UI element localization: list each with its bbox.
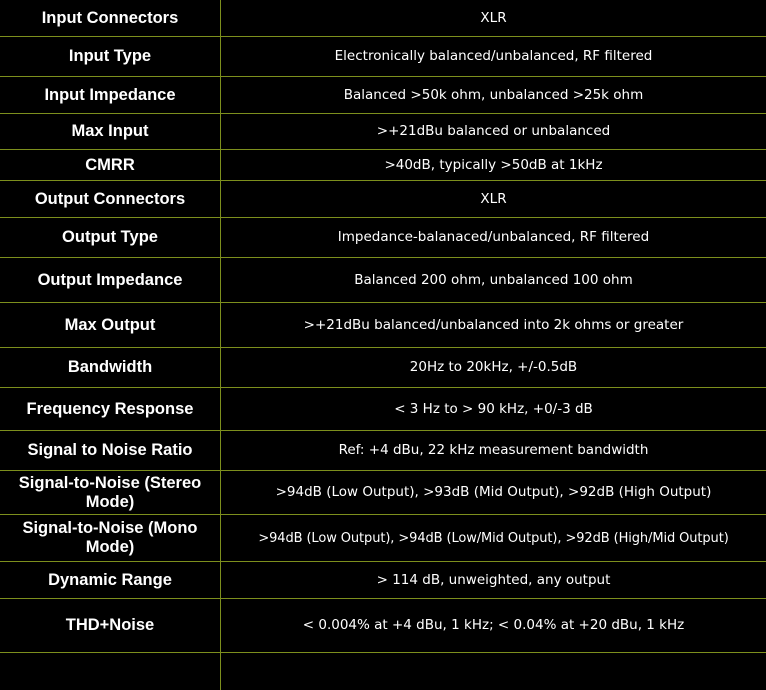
spec-label: Signal-to-Noise (Stereo Mode) xyxy=(0,471,221,515)
spec-value: < 3 Hz to > 90 kHz, +0/-3 dB xyxy=(221,388,766,431)
spec-label: Input Type xyxy=(0,37,221,77)
spec-value: Balanced >50k ohm, unbalanced >25k ohm xyxy=(221,77,766,114)
spec-label: Output Impedance xyxy=(0,258,221,303)
spec-value: < 0.004% at +4 dBu, 1 kHz; < 0.04% at +20 dBu, 1 kHz xyxy=(221,599,766,653)
spec-value: XLR xyxy=(221,0,766,37)
spec-label: Input Connectors xyxy=(0,0,221,37)
spec-label: CMRR xyxy=(0,150,221,181)
spec-value: >40dB, typically >50dB at 1kHz xyxy=(221,150,766,181)
spec-value: >+21dBu balanced/unbalanced into 2k ohms or greater xyxy=(221,303,766,348)
spec-value: Balanced 200 ohm, unbalanced 100 ohm xyxy=(221,258,766,303)
spec-value: > 114 dB, unweighted, any output xyxy=(221,562,766,599)
spec-value: 20Hz to 20kHz, +/-0.5dB xyxy=(221,348,766,388)
spec-value: >94dB (Low Output), >94dB (Low/Mid Output), >92dB (High/Mid Output) xyxy=(221,515,766,562)
spec-value: Electronically balanced/unbalanced, RF filtered xyxy=(221,37,766,77)
spec-label: Max Input xyxy=(0,114,221,150)
spec-label: Dynamic Range xyxy=(0,562,221,599)
spec-label: Bandwidth xyxy=(0,348,221,388)
spec-label xyxy=(0,653,221,690)
spec-value: >94dB (Low Output), >93dB (Mid Output), >92dB (High Output) xyxy=(221,471,766,515)
spec-label: Signal-to-Noise (Mono Mode) xyxy=(0,515,221,562)
spec-label: Output Connectors xyxy=(0,181,221,218)
spec-label: Input Impedance xyxy=(0,77,221,114)
spec-label: Max Output xyxy=(0,303,221,348)
spec-label: THD+Noise xyxy=(0,599,221,653)
spec-value xyxy=(221,653,766,690)
spec-label: Output Type xyxy=(0,218,221,258)
spec-value: >+21dBu balanced or unbalanced xyxy=(221,114,766,150)
spec-value: Impedance-balanaced/unbalanced, RF filtered xyxy=(221,218,766,258)
spec-label: Signal to Noise Ratio xyxy=(0,431,221,471)
spec-value: Ref: +4 dBu, 22 kHz measurement bandwidth xyxy=(221,431,766,471)
spec-label: Frequency Response xyxy=(0,388,221,431)
spec-value: XLR xyxy=(221,181,766,218)
